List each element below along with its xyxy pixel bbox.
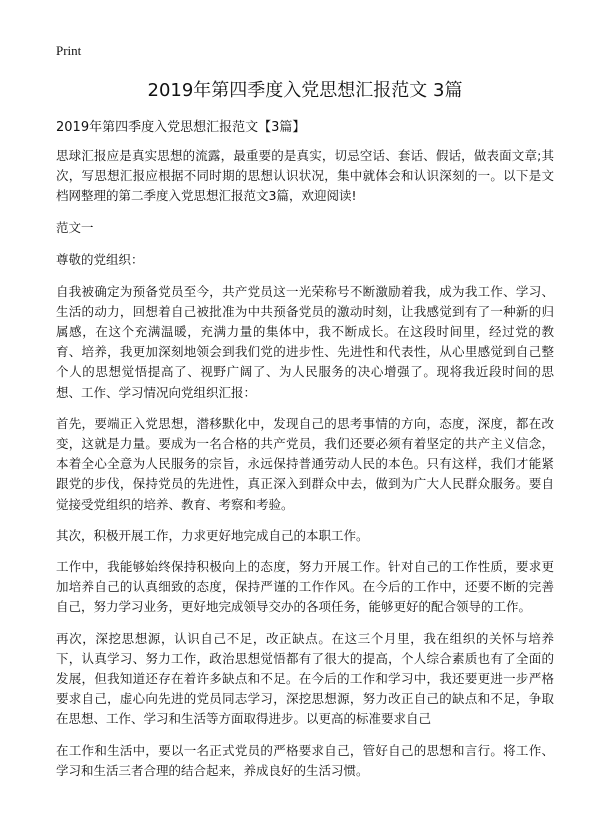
salutation: 尊敬的党组织： (56, 251, 144, 267)
print-link[interactable]: Print (56, 43, 82, 58)
body-paragraph-6: 在工作和生活中，要以一名正式党员的严格要求自己，管好自己的思想和言行。将工作、学习和生活三者合理的结合起来，养成良好的生活习惯。 (56, 742, 554, 778)
section-label: 范文一 (56, 219, 94, 235)
intro-paragraph: 思球汇报应是真实思想的流露，最重要的是真实，切忌空话、套话、假话，做表面文章;其次，写思想汇报应根据不同时期的思想认识状况，集中就体会和认识深刻的一。以下是文档网整理的第二季度入党思想汇报范文3篇，欢迎阅读! (56, 148, 554, 204)
page-title: 2019年第四季度入党思想汇报范文 3篇 (147, 80, 463, 101)
subtitle: 2019年第四季度入党思想汇报范文【3篇】 (56, 120, 306, 135)
body-paragraph-1: 自我被确定为预备党员至今，共产党员这一光荣称号不断激励着我，成为我工作、学习、生活的动力，回想着自己被批准为中共预备党员的激动时刻，让我感觉到有了一种新的归属感，在这个充满温暖，充满力量的集体中，我不断成长。在这段时间里，经过党的教育、培养，我更加深刻地领会到我们党的进步性、先进性和代表性，从心里感觉到自己整个人的思想觉悟提高了、视野广阔了、为人民服务的决心增强了。现将我近段时间的思想、工作、学习情况向党组织汇报： (56, 283, 554, 400)
body-paragraph-3: 其次，积极开展工作，力求更好地完成自己的本职工作。 (56, 527, 369, 543)
body-paragraph-5: 再次，深挖思想源，认识自己不足，改正缺点。在这三个月里，我在组织的关怀与培养下，认真学习、努力工作，政治思想觉悟都有了很大的提高，个人综合素质也有了全面的发展，但我知道还存在着许多缺点和不足。在今后的工作和学习中，我还要更进一步严格要求自己，虚心向先进的党员同志学习，深挖思想源，努力改正自己的缺点和不足，争取在思想、工作、学习和生活等方面取得进步。以更高的标准要求自己 (56, 630, 554, 727)
body-paragraph-2: 首先，要端正入党思想，潜移默化中，发现自己的思考事情的方向，态度，深度，都在改变，这就是力量。要成为一名合格的共产党员，我们还要必须有着坚定的共产主义信念，本着全心全意为人民服务的宗旨，永远保持普通劳动人民的本色。只有这样，我们才能紧跟党的步伐，保持党员的先进性，真正深入到群众中去，做到为广大人民群众服务。要自觉接受党组织的培养、教育、考察和考验。 (56, 415, 554, 512)
body-paragraph-4: 工作中，我能够始终保持积极向上的态度，努力开展工作。针对自己的工作性质，要求更加培养自己的认真细致的态度，保持严谨的工作作风。在今后的工作中，还要不断的完善自己，努力学习业务，更好地完成领导交办的各项任务，能够更好的配合领导的工作。 (56, 559, 554, 615)
